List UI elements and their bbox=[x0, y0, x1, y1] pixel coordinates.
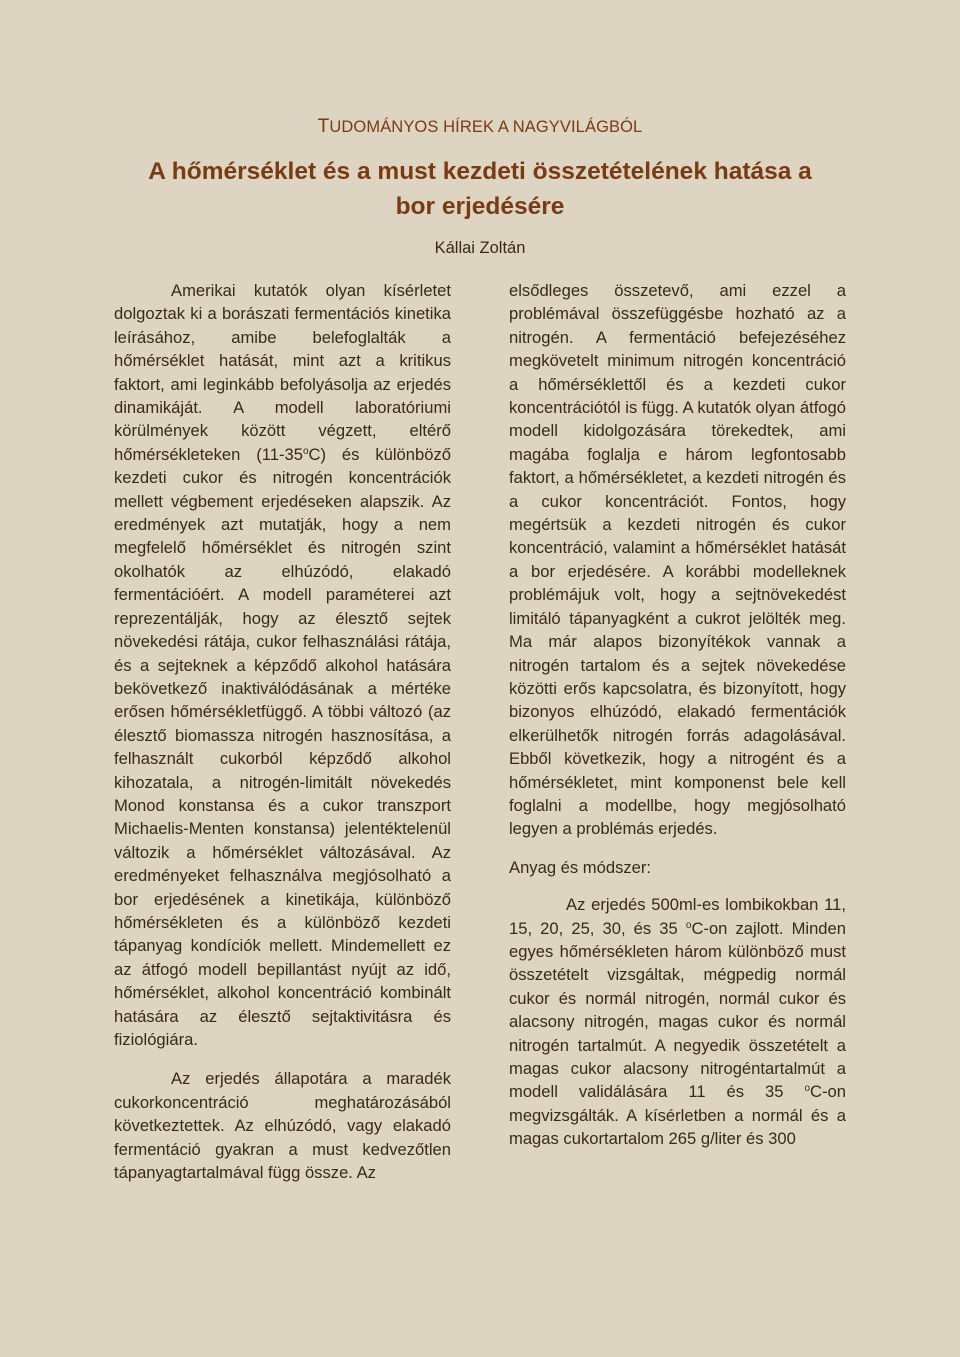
article-title bbox=[110, 154, 850, 224]
section-label-rest: UDOMÁNYOS HÍREK A NAGYVILÁGBÓL bbox=[329, 118, 643, 136]
degree-sup: o bbox=[685, 919, 692, 931]
degree-sup: o bbox=[302, 445, 309, 457]
author-name: Kállai Zoltán bbox=[434, 239, 526, 257]
right-p2-text-c: C-on megvizsgálták. A kísérletben a normál és a magas cukortartalom 265 g/liter és 300 bbox=[509, 1082, 846, 1149]
section-label bbox=[0, 116, 960, 138]
right-paragraph-1: elsődleges összetevő, ami ezzel a problémával összefüggésbe hozható az a nitrogén. A fermentáció befejezéséhez megkövetelt minimum nitrogén koncentráció a hőmérséklettől és a kezdeti cukor koncentrációtól is függ. A kutatók olyan átfogó modell kidolgozására törekedtek, ami magába foglalja e három legfontosabb faktort, a hőmérsékletet, a kezdeti nitrogén és a cukor koncentrációt. Fontos, hogy megértsük a kezdeti nitrogén és cukor koncentráció, valamint a hőmérséklet hatását a bor erjedésére. A korábbi modelleknek problémájuk volt, hogy a sejtnövekedést limitáló tápanyagként a cukrot jelölték meg. Ma már alapos bizonyítékok vannak a nitrogén tartalom és a sejtek növekedése közötti erős kapcsolatra, és bizonyított, hogy bizonyos elhúzódó, elakadó fermentációk elkerülhetők nitrogén forrás adagolásával. Ebből következik, hogy a nitrogént és a hőmérsékletet, mint komponenst bele kell foglalni a modellbe, hogy megjósolható legyen a problémás erjedés. bbox=[509, 281, 846, 839]
left-column bbox=[114, 279, 451, 1184]
left-p1-text-a: Amerikai kutatók olyan kísérletet dolgoztak ki a borászati fermentációs kinetika leírásához, amibe belefoglalták a hőmérséklet hatását, mint azt a kritikus faktort, ami leginkább befolyásolja az erjedés dinamikáját. A modell laboratóriumi körülmények között végzett, eltérő hőmérsékleteken (11-35 bbox=[114, 281, 451, 464]
left-paragraph-2: Az erjedés állapotára a maradék cukorkoncentráció meghatározásából következtettek. Az elhúzódó, vagy elakadó fermentáció gyakran a must kedvezőtlen tápanyagtartalmával függ össze. Az bbox=[114, 1069, 451, 1183]
title-line-1: A hőmérséklet és a must kezdeti összetételének hatása a bbox=[148, 158, 812, 185]
left-p1-text-b: C) és különböző kezdeti cukor és nitrogén koncentrációk mellett végbement erjedéseken alapszik. Az eredmények azt mutatják, hogy a nem megfelelő hőmérséklet és nitrogén szint okolhatók az elhúzódó, elakadó fermentációért. A modell paraméterei azt reprezentálják, hogy az élesztő sejtek növekedési rátája, cukor felhasználási rátája, és a sejteknek a képződő alkohol hatására bekövetkező inaktiválódásának a mértéke erősen hőmérsékletfüggő. A többi változó (az élesztő biomassza nitrogén hasznosítása, a felhasznált cukorból képződő alkohol kihozatala, a nitrogén-limitált növekedés Monod konstansa és a cukor transzport Michaelis-Menten konstansa) jelentéktelenül változik a hőmérséklet változásával. Az eredményeket felhasználva megjósolható a bor erjedésének a kinetikája, különböző hőmérsékleten és a különböző kezdeti tápanyag kondíciók mellett. Mindemellett ez az átfogó modell bepillantást nyújt az idő, hőmérséklet, alkohol koncentráció kombinált hatására az élesztő sejtaktivitásra és fiziológiára. bbox=[114, 444, 451, 1049]
right-p2-text-b: C-on zajlott. Minden egyes hőmérsékleten három különböző must összetételt vizsgáltak, mégpedig normál cukor és normál nitrogén, normál cukor és alacsony nitrogén, magas cukor és normál nitrogén tartalmút. A negyedik összetételt a magas cukor alacsony nitrogéntartalmút a modell validálására 11 és 35 bbox=[509, 918, 846, 1102]
section-label-initial: T bbox=[317, 116, 330, 137]
right-paragraph-2 bbox=[509, 893, 846, 1150]
degree-sup: o bbox=[804, 1083, 811, 1095]
title-line-2: bor erjedésére bbox=[395, 193, 565, 220]
right-p2-text-a: Az erjedés 500ml-es lombikokban 11, 15, 20, 25, 30, és 35 bbox=[509, 895, 846, 938]
right-column bbox=[509, 279, 846, 1151]
section-heading-methods: Anyag és módszer: bbox=[509, 857, 652, 877]
left-paragraph-1 bbox=[114, 279, 451, 1051]
